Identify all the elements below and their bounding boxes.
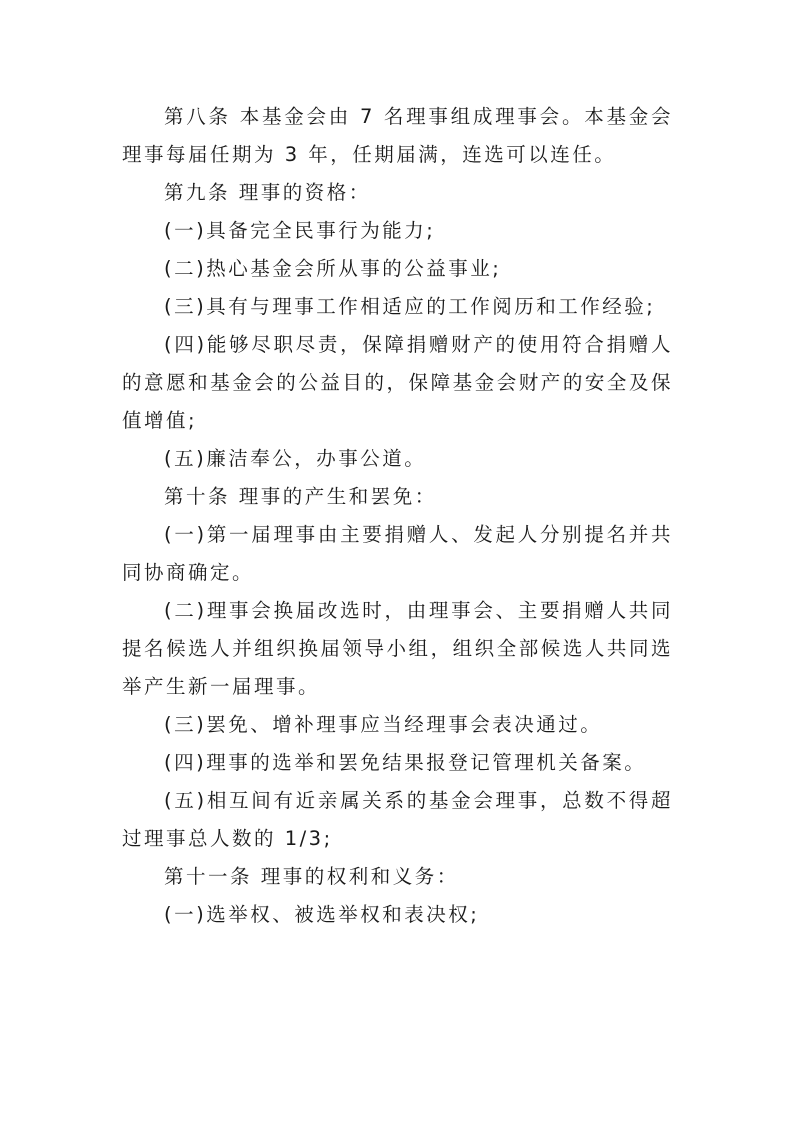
article-10-item-1: (一)第一届理事由主要捐赠人、发起人分别提名并共同协商确定。 xyxy=(122,523,673,584)
article-9-item-4: (四)能够尽职尽责，保障捐赠财产的使用符合捐赠人的意愿和基金会的公益目的，保障基金会财产的安全及保值增值; xyxy=(122,333,673,432)
article-9-item-1: (一)具备完全民事行为能力; xyxy=(164,219,436,242)
article-10-item-2: (二)理事会换届改选时，由理事会、主要捐赠人共同提名候选人并组织换届领导小组，组织全部候选人共同选举产生新一届理事。 xyxy=(122,599,673,698)
article-11-heading: 第十一条 理事的权利和义务： xyxy=(164,865,459,888)
article-10-heading: 第十条 理事的产生和罢免： xyxy=(164,485,437,508)
article-9-heading: 第九条 理事的资格： xyxy=(164,181,371,204)
article-11-item-1: (一)选举权、被选举权和表决权; xyxy=(164,903,480,926)
article-9-item-3: (三)具有与理事工作相适应的工作阅历和工作经验; xyxy=(164,295,656,318)
article-10-item-4: (四)理事的选举和罢免结果报登记管理机关备案。 xyxy=(164,751,647,774)
article-10-item-3: (三)罢免、增补理事应当经理事会表决通过。 xyxy=(164,713,603,736)
article-10-item-5: (五)相互间有近亲属关系的基金会理事，总数不得超过理事总人数的 1/3; xyxy=(122,789,673,850)
article-9-item-2: (二)热心基金会所从事的公益事业; xyxy=(164,257,502,280)
document-page xyxy=(122,98,673,934)
article-8-board-composition: 第八条 本基金会由 7 名理事组成理事会。本基金会理事每届任期为 3 年，任期届满，连选可以连任。 xyxy=(122,105,673,166)
article-9-item-5: (五)廉洁奉公，办事公道。 xyxy=(164,447,427,470)
